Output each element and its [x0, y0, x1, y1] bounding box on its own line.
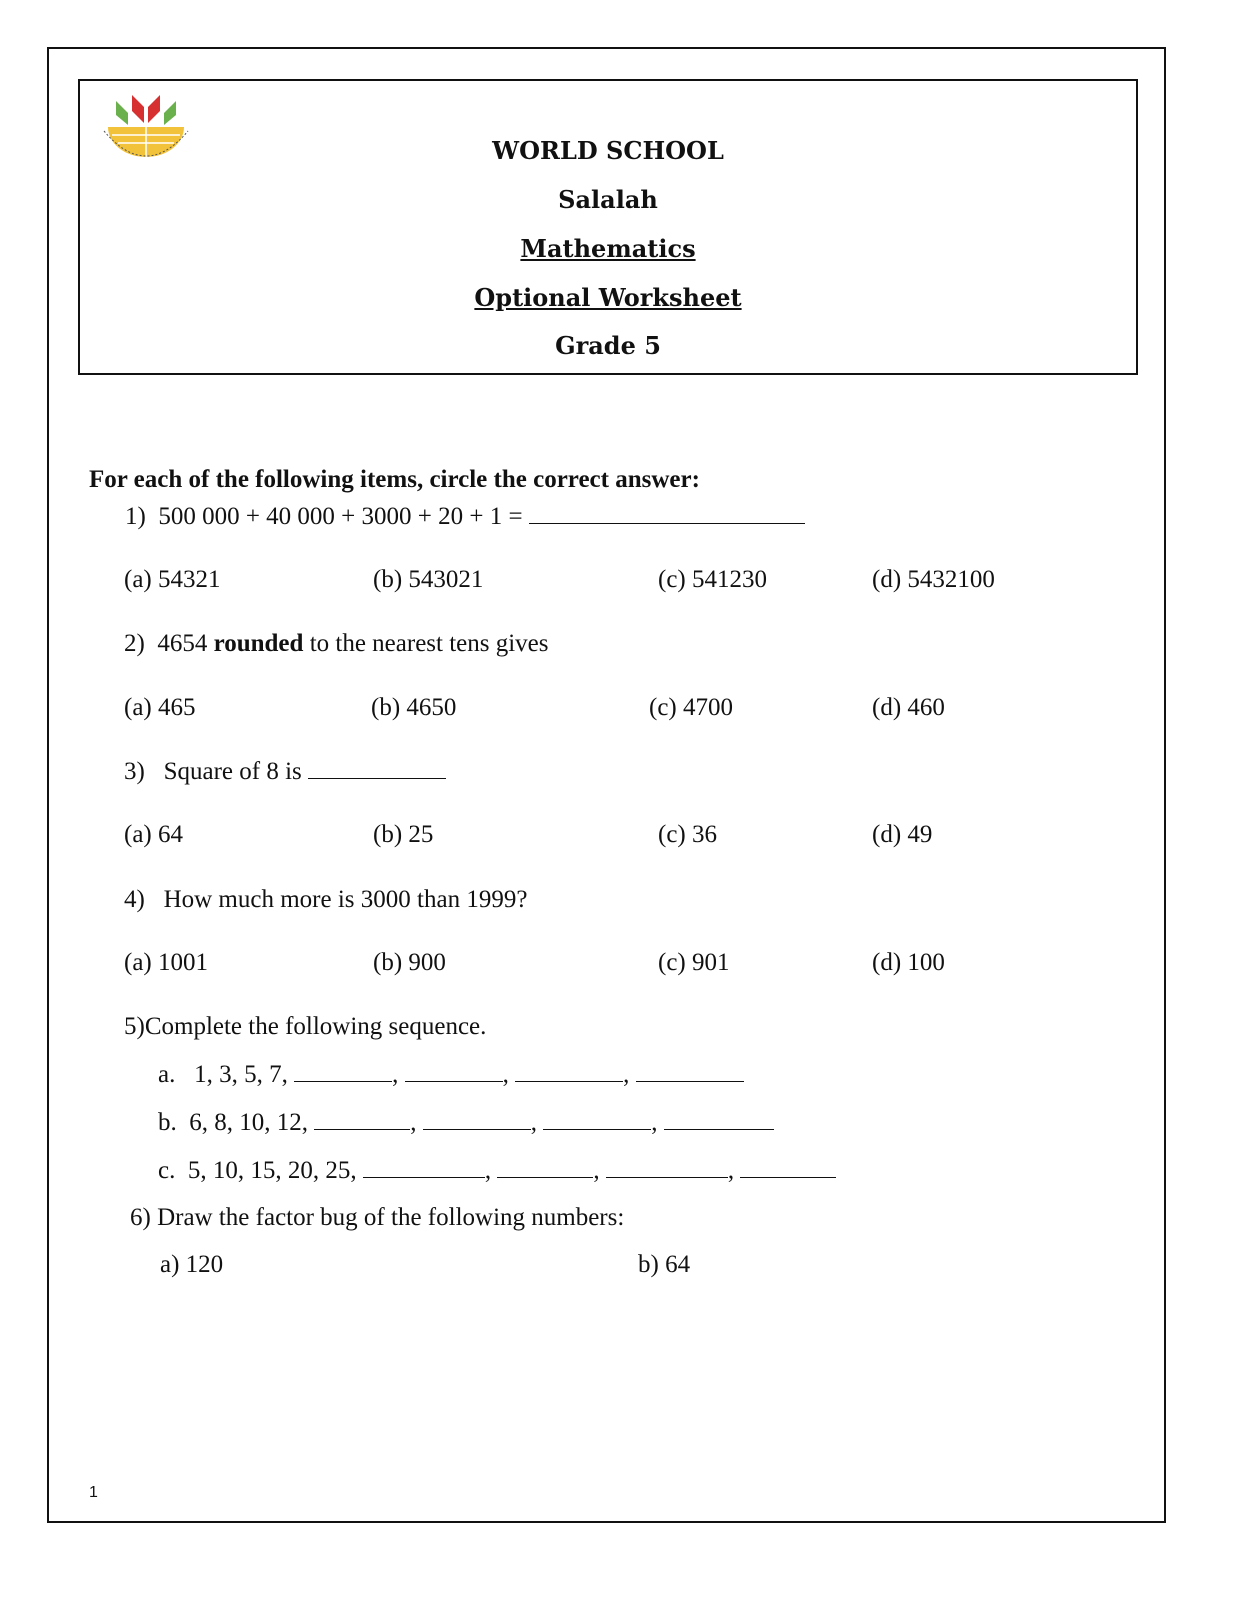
q4-option-c[interactable]: (c) 901	[658, 949, 730, 976]
question-3	[124, 758, 446, 786]
q1-option-d[interactable]: (d) 5432100	[872, 566, 995, 593]
answer-blank[interactable]	[606, 1157, 728, 1178]
q2-option-d[interactable]: (d) 460	[872, 694, 945, 721]
school-name: WORLD SCHOOL	[492, 136, 724, 165]
q1-option-a[interactable]: (a) 54321	[124, 566, 221, 593]
answer-blank[interactable]	[314, 1109, 410, 1130]
q6-item-a: a) 120	[160, 1251, 224, 1278]
page-number: 1	[89, 1484, 98, 1501]
question-number: 4)	[124, 886, 145, 913]
q1-option-c[interactable]: (c) 541230	[658, 566, 767, 593]
question-number: 1)	[125, 503, 146, 530]
sequence-c: c. 5, 10, 15, 20, 25, , , ,	[158, 1157, 836, 1185]
sequence-a: a. 1, 3, 5, 7, , , ,	[158, 1061, 744, 1089]
item-label: c.	[158, 1157, 176, 1184]
q4-option-a[interactable]: (a) 1001	[124, 949, 208, 976]
subject: Mathematics	[520, 234, 696, 263]
question-number: 2)	[124, 630, 145, 657]
instructions: For each of the following items, circle the correct answer:	[89, 466, 700, 493]
q3-option-b[interactable]: (b) 25	[373, 821, 434, 848]
q3-option-a[interactable]: (a) 64	[124, 821, 183, 848]
grade: Grade 5	[555, 331, 661, 360]
question-emphasis: rounded	[213, 630, 304, 657]
q6-item-b: b) 64	[638, 1251, 691, 1278]
answer-blank[interactable]	[294, 1061, 392, 1082]
q1-option-b[interactable]: (b) 543021	[373, 566, 484, 593]
school-city: Salalah	[558, 185, 658, 214]
question-text: to the nearest tens gives	[309, 630, 549, 657]
header-box	[78, 79, 1138, 375]
question-6: 6) Draw the factor bug of the following numbers:	[130, 1204, 625, 1231]
question-4	[124, 886, 527, 914]
q3-option-c[interactable]: (c) 36	[658, 821, 717, 848]
answer-blank[interactable]	[515, 1061, 623, 1082]
q4-option-d[interactable]: (d) 100	[872, 949, 945, 976]
item-label: a.	[158, 1061, 176, 1088]
question-text: 4654	[157, 630, 208, 657]
answer-blank[interactable]	[664, 1109, 774, 1130]
answer-blank[interactable]	[636, 1061, 744, 1082]
answer-blank[interactable]	[308, 758, 446, 779]
answer-blank[interactable]	[405, 1061, 503, 1082]
answer-blank[interactable]	[529, 503, 805, 524]
question-text: Square of 8 is	[163, 758, 302, 785]
answer-blank[interactable]	[423, 1109, 531, 1130]
answer-blank[interactable]	[543, 1109, 651, 1130]
answer-blank[interactable]	[363, 1157, 485, 1178]
q3-option-d[interactable]: (d) 49	[872, 821, 933, 848]
question-text: How much more is 3000 than 1999?	[163, 886, 528, 913]
sequence-text: 6, 8, 10, 12,	[189, 1109, 308, 1136]
sequence-b: b. 6, 8, 10, 12, , , ,	[158, 1109, 774, 1137]
question-5: 5)Complete the following sequence.	[124, 1013, 487, 1040]
answer-blank[interactable]	[497, 1157, 593, 1178]
question-text: 500 000 + 40 000 + 3000 + 20 + 1 =	[158, 503, 523, 530]
q2-option-b[interactable]: (b) 4650	[371, 694, 457, 721]
q4-option-b[interactable]: (b) 900	[373, 949, 446, 976]
q2-option-a[interactable]: (a) 465	[124, 694, 196, 721]
sequence-text: 1, 3, 5, 7,	[194, 1061, 288, 1088]
sequence-text: 5, 10, 15, 20, 25,	[187, 1157, 357, 1184]
q2-option-c[interactable]: (c) 4700	[649, 694, 733, 721]
worksheet-title: Optional Worksheet	[474, 283, 742, 312]
question-1	[125, 503, 805, 531]
answer-blank[interactable]	[740, 1157, 836, 1178]
item-label: b.	[158, 1109, 177, 1136]
question-2	[124, 630, 549, 658]
question-number: 3)	[124, 758, 145, 785]
